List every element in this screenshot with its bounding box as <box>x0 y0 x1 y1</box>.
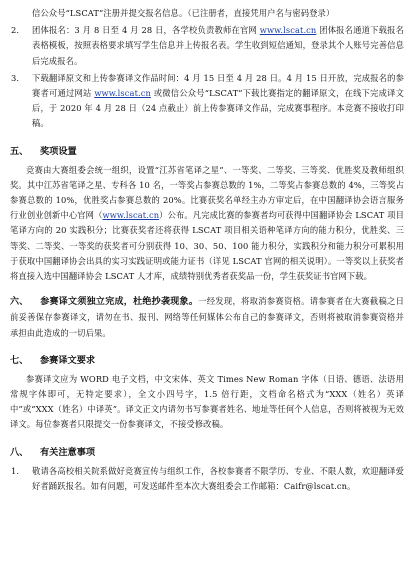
official-site-link[interactable]: www.lscat.cn <box>102 210 160 221</box>
list-item-group-registration <box>10 23 404 69</box>
awards-text-post: ）公布。凡完成比赛的参赛者均可获得中国翻译协会 LSCAT 项目笔译方向的 20 实践积分；比赛获奖者还将获得 LSCAT 项目相关语种笔译方向的能力积分，优胜奖、三等奖、二等奖、一等奖的获奖者可分别获得 10、30、50、100 能力积分，实践积分和能力积分可累积用于获取中国翻译协会出具的实习实践证明或能力证书（详见 LSCAT 官网的相关说明）。一等奖以上获奖者将直接入选中国翻译协会 LSCAT 人才库，成绩特别优秀者获奖品一份，学生获奖证书官网下载。 <box>10 210 404 282</box>
download-upload-text-post: 或微信公众号“LSCAT”下载比赛指定的翻译原文，在线下完成译文后，于 2020 年 4 月 28 日（24 点截止）前上传参赛译文作品，完成赛事程序。本竞赛不接收打印稿。 <box>32 88 404 129</box>
group-registration-text-pre: 团体报名：3 月 8 日至 4 月 28 日，各学校负责教师在官网 <box>32 25 260 36</box>
group-registration-text-post: 团体报名通道下载报名表格模板，按照表格要求填写学生信息并上传报名表。学生收到短信通知，登录其个人账号完善信息后完成报名。 <box>32 25 404 66</box>
section-title: 参赛译文须独立完成，杜绝抄袭现象。 <box>40 297 199 308</box>
section-number: 八、 <box>10 446 29 458</box>
section-originality <box>10 294 404 341</box>
originality-text: 一经发现，将取消参赛资格。请参赛者在大赛截稿之日前妥善保存参赛译文，请勿在书、报刊、网络等任何媒体公布自己的参赛译文，否则将被取消参赛资格并承担由此造成的一切后果。 <box>10 296 405 338</box>
requirements-text: 参赛译文应为 WORD 电子文档，中文宋体、英文 Times New Roman 字体（日语、德语、法语用常规字体即可，无特定要求），全文小四号字，1.5 倍行距，文档命名格式为“XXX（姓名）英译中”或“XXX（姓名）中译英”。译文正文内请勿书写参赛者姓名、地址等任何个人信息，否则将被视为无效译文。每位参赛者只限提交一份参赛译文，不接受修改稿。 <box>10 373 404 430</box>
list-item-notes-1 <box>10 464 404 494</box>
list-number: 1. <box>11 465 20 476</box>
list-item-download-upload <box>10 71 404 132</box>
official-site-link[interactable]: www.lscat.cn <box>94 88 151 99</box>
section-heading-awards <box>10 144 404 159</box>
section-number: 六、 <box>10 297 29 308</box>
section-number: 五、 <box>10 145 29 157</box>
section-title: 参赛译文要求 <box>40 354 96 366</box>
official-site-link[interactable]: www.lscat.cn <box>259 25 317 36</box>
registration-note <box>10 6 404 21</box>
section-title: 有关注意事项 <box>40 446 96 458</box>
requirements-paragraph <box>10 372 404 433</box>
section-heading-translation-requirements <box>10 353 404 368</box>
list-number: 2. <box>11 25 20 36</box>
awards-text-pre: 竞赛由大赛组委会统一组织，设置“江苏省笔译之星”、一等奖、二等奖、三等奖、优胜奖及教师组织奖。其中江苏省笔译之星、专科各 10 名，一等奖占参赛总数的 1%，二等奖占参赛总数的 4%，三等奖占参赛总数的 10%，优胜奖占参赛总数的 20%。比赛获奖名单经主办方审定后，在中国翻译协会语言服务行业创业创新中心官网（ <box>10 164 404 221</box>
download-upload-text-pre: 下载翻译原文和上传参赛译文作品时间：4 月 15 日至 4 月 28 日。4 月 15 日开放，完成报名的参赛者可通过网站 <box>32 72 404 99</box>
section-number: 七、 <box>10 354 29 366</box>
list-number: 3. <box>11 72 20 83</box>
awards-paragraph <box>10 163 404 285</box>
section-heading-notes <box>10 445 404 460</box>
section-title: 奖项设置 <box>40 145 77 157</box>
registration-note-text: 信公众号“LSCAT”注册并提交报名信息。（已注册者，直接凭用户名与密码登录） <box>32 8 335 18</box>
notes-text: 敬请各高校相关院系做好竞赛宣传与组织工作，各校参赛者不限学历、专业、不限人数，欢迎翻译爱好者踊跃报名。如有问题，可发送邮件至本次大赛组委会工作邮箱：Caifr@lscat.cn。 <box>32 465 404 491</box>
